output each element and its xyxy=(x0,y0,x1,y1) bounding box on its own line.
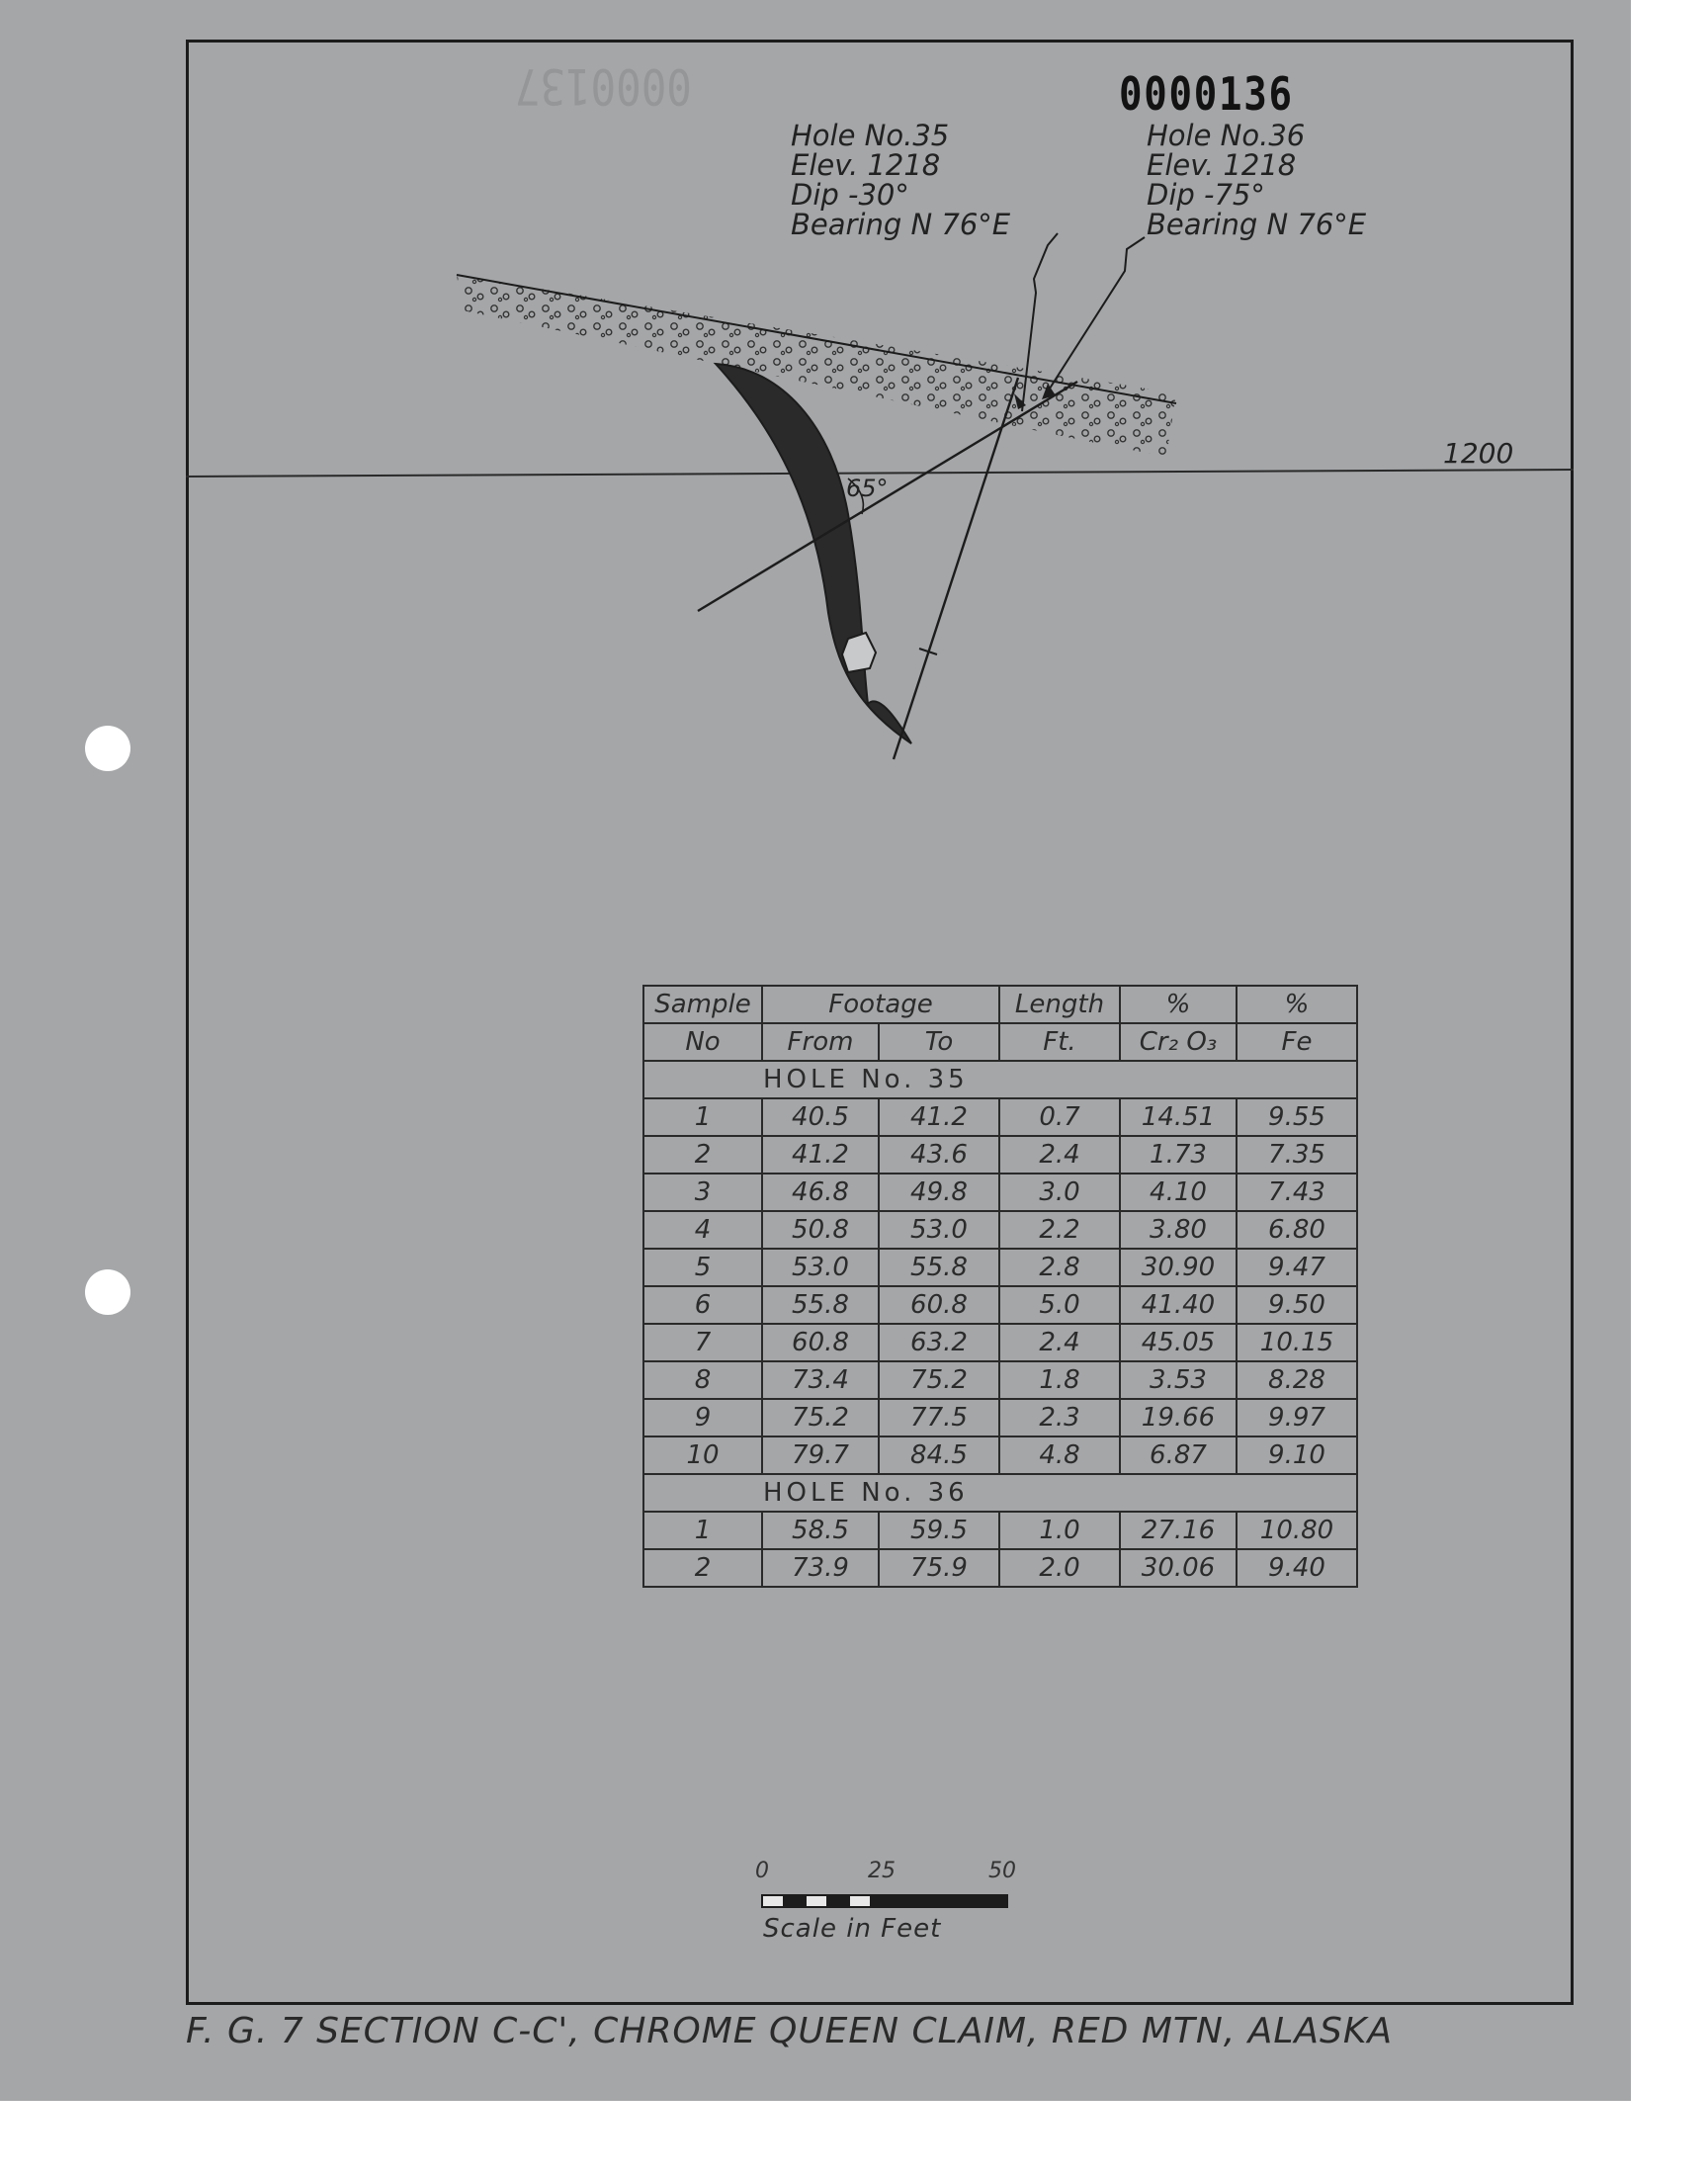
cr2o3-cell: 30.90 xyxy=(1120,1249,1237,1286)
cr2o3-cell: 6.87 xyxy=(1120,1436,1237,1474)
fe-cell: 7.35 xyxy=(1237,1136,1357,1174)
scale-caption: Scale in Feet xyxy=(763,1914,942,1944)
cr2o3-cell: 3.53 xyxy=(1120,1361,1237,1399)
hole-35-dip: Dip -30° xyxy=(791,178,909,212)
scale-tick-25: 25 xyxy=(868,1859,896,1883)
header-to: To xyxy=(879,1023,999,1061)
table-row xyxy=(643,1549,1357,1587)
length-cell: 1.0 xyxy=(999,1512,1120,1549)
fe-cell: 9.50 xyxy=(1237,1286,1357,1324)
header-cr2o3: Cr₂ O₃ xyxy=(1120,1023,1237,1061)
header-footage: Footage xyxy=(762,986,999,1023)
stamp-number: 0000136 xyxy=(1119,67,1294,121)
header-sample: Sample xyxy=(643,986,762,1023)
to-cell: 53.0 xyxy=(879,1211,999,1249)
sample-no-cell: 7 xyxy=(643,1324,762,1361)
drill-hole-36-trace xyxy=(894,378,1018,759)
hole-36-dip: Dip -75° xyxy=(1147,178,1265,212)
fe-cell: 6.80 xyxy=(1237,1211,1357,1249)
to-cell: 75.2 xyxy=(879,1361,999,1399)
fe-cell: 9.40 xyxy=(1237,1549,1357,1587)
to-cell: 84.5 xyxy=(879,1436,999,1474)
table-row xyxy=(643,1436,1357,1474)
fe-cell: 9.47 xyxy=(1237,1249,1357,1286)
length-cell: 2.2 xyxy=(999,1211,1120,1249)
length-cell: 1.8 xyxy=(999,1361,1120,1399)
cr2o3-cell: 4.10 xyxy=(1120,1174,1237,1211)
sample-no-cell: 5 xyxy=(643,1249,762,1286)
to-cell: 63.2 xyxy=(879,1324,999,1361)
header-cr2o3-pct: % xyxy=(1120,986,1237,1023)
sample-no-cell: 4 xyxy=(643,1211,762,1249)
fe-cell: 7.43 xyxy=(1237,1174,1357,1211)
hole-group-header xyxy=(643,1061,1357,1098)
from-cell: 73.4 xyxy=(762,1361,879,1399)
hole-group-title: HOLE No. 35 xyxy=(643,1061,1357,1098)
table-row xyxy=(643,1324,1357,1361)
table-header-row-1 xyxy=(643,986,1357,1023)
to-cell: 43.6 xyxy=(879,1136,999,1174)
header-from: From xyxy=(762,1023,879,1061)
length-cell: 2.4 xyxy=(999,1136,1120,1174)
header-fe-pct: % xyxy=(1237,986,1357,1023)
chromite-vein xyxy=(716,364,911,743)
table-row xyxy=(643,1136,1357,1174)
to-cell: 49.8 xyxy=(879,1174,999,1211)
figure-caption: F. G. 7 SECTION C-C', CHROME QUEEN CLAIM, RED MTN, ALASKA xyxy=(186,2011,1394,2051)
cr2o3-cell: 41.40 xyxy=(1120,1286,1237,1324)
fe-cell: 8.28 xyxy=(1237,1361,1357,1399)
from-cell: 46.8 xyxy=(762,1174,879,1211)
from-cell: 55.8 xyxy=(762,1286,879,1324)
fe-cell: 9.10 xyxy=(1237,1436,1357,1474)
header-ft: Ft. xyxy=(999,1023,1120,1061)
sample-no-cell: 1 xyxy=(643,1512,762,1549)
cr2o3-cell: 1.73 xyxy=(1120,1136,1237,1174)
from-cell: 73.9 xyxy=(762,1549,879,1587)
assay-table xyxy=(642,985,1358,1588)
length-cell: 2.4 xyxy=(999,1324,1120,1361)
length-cell: 0.7 xyxy=(999,1098,1120,1136)
table-row xyxy=(643,1286,1357,1324)
table-row xyxy=(643,1174,1357,1211)
hole-36-name: Hole No.36 xyxy=(1147,119,1306,152)
cr2o3-cell: 3.80 xyxy=(1120,1211,1237,1249)
table-row xyxy=(643,1512,1357,1549)
from-cell: 79.7 xyxy=(762,1436,879,1474)
length-cell: 4.8 xyxy=(999,1436,1120,1474)
sample-no-cell: 9 xyxy=(643,1399,762,1436)
cr2o3-cell: 19.66 xyxy=(1120,1399,1237,1436)
cr2o3-cell: 14.51 xyxy=(1120,1098,1237,1136)
length-cell: 5.0 xyxy=(999,1286,1120,1324)
sample-no-cell: 10 xyxy=(643,1436,762,1474)
hole-35-elev: Elev. 1218 xyxy=(791,148,941,182)
sample-no-cell: 8 xyxy=(643,1361,762,1399)
length-cell: 2.8 xyxy=(999,1249,1120,1286)
from-cell: 41.2 xyxy=(762,1136,879,1174)
vein-inclusion xyxy=(842,633,876,672)
table-row xyxy=(643,1211,1357,1249)
fe-cell: 10.80 xyxy=(1237,1512,1357,1549)
length-cell: 2.3 xyxy=(999,1399,1120,1436)
hole-35-bearing: Bearing N 76°E xyxy=(791,208,1011,241)
length-cell: 3.0 xyxy=(999,1174,1120,1211)
sample-no-cell: 3 xyxy=(643,1174,762,1211)
hole-36-bearing: Bearing N 76°E xyxy=(1147,208,1367,241)
table-row xyxy=(643,1098,1357,1136)
sample-no-cell: 6 xyxy=(643,1286,762,1324)
header-fe: Fe xyxy=(1237,1023,1357,1061)
to-cell: 75.9 xyxy=(879,1549,999,1587)
cr2o3-cell: 27.16 xyxy=(1120,1512,1237,1549)
hole-35-name: Hole No.35 xyxy=(791,119,950,152)
cr2o3-cell: 30.06 xyxy=(1120,1549,1237,1587)
hole-group-title: HOLE No. 36 xyxy=(643,1474,1357,1512)
header-length: Length xyxy=(999,986,1120,1023)
hole-36-elev: Elev. 1218 xyxy=(1147,148,1297,182)
from-cell: 75.2 xyxy=(762,1399,879,1436)
scale-tick-50: 50 xyxy=(988,1859,1016,1883)
cr2o3-cell: 45.05 xyxy=(1120,1324,1237,1361)
fe-cell: 9.55 xyxy=(1237,1098,1357,1136)
hole-36-pointer xyxy=(1048,237,1145,392)
hole-group-header xyxy=(643,1474,1357,1512)
sample-no-cell: 2 xyxy=(643,1549,762,1587)
to-cell: 41.2 xyxy=(879,1098,999,1136)
table-header-row-2 xyxy=(643,1023,1357,1061)
header-no: No xyxy=(643,1023,762,1061)
vein-angle-label: 65° xyxy=(846,475,889,502)
sample-no-cell: 2 xyxy=(643,1136,762,1174)
to-cell: 77.5 xyxy=(879,1399,999,1436)
assay-table-body xyxy=(643,1061,1357,1587)
length-cell: 2.0 xyxy=(999,1549,1120,1587)
from-cell: 53.0 xyxy=(762,1249,879,1286)
to-cell: 55.8 xyxy=(879,1249,999,1286)
scale-tick-0: 0 xyxy=(755,1859,769,1883)
table-row xyxy=(643,1249,1357,1286)
fe-cell: 10.15 xyxy=(1237,1324,1357,1361)
table-row xyxy=(643,1399,1357,1436)
to-cell: 60.8 xyxy=(879,1286,999,1324)
fe-cell: 9.97 xyxy=(1237,1399,1357,1436)
from-cell: 40.5 xyxy=(762,1098,879,1136)
to-cell: 59.5 xyxy=(879,1512,999,1549)
sample-no-cell: 1 xyxy=(643,1098,762,1136)
table-row xyxy=(643,1361,1357,1399)
from-cell: 50.8 xyxy=(762,1211,879,1249)
from-cell: 58.5 xyxy=(762,1512,879,1549)
elevation-label: 1200 xyxy=(1443,437,1514,470)
ghost-stamp-number: 0000137 xyxy=(514,57,692,115)
from-cell: 60.8 xyxy=(762,1324,879,1361)
